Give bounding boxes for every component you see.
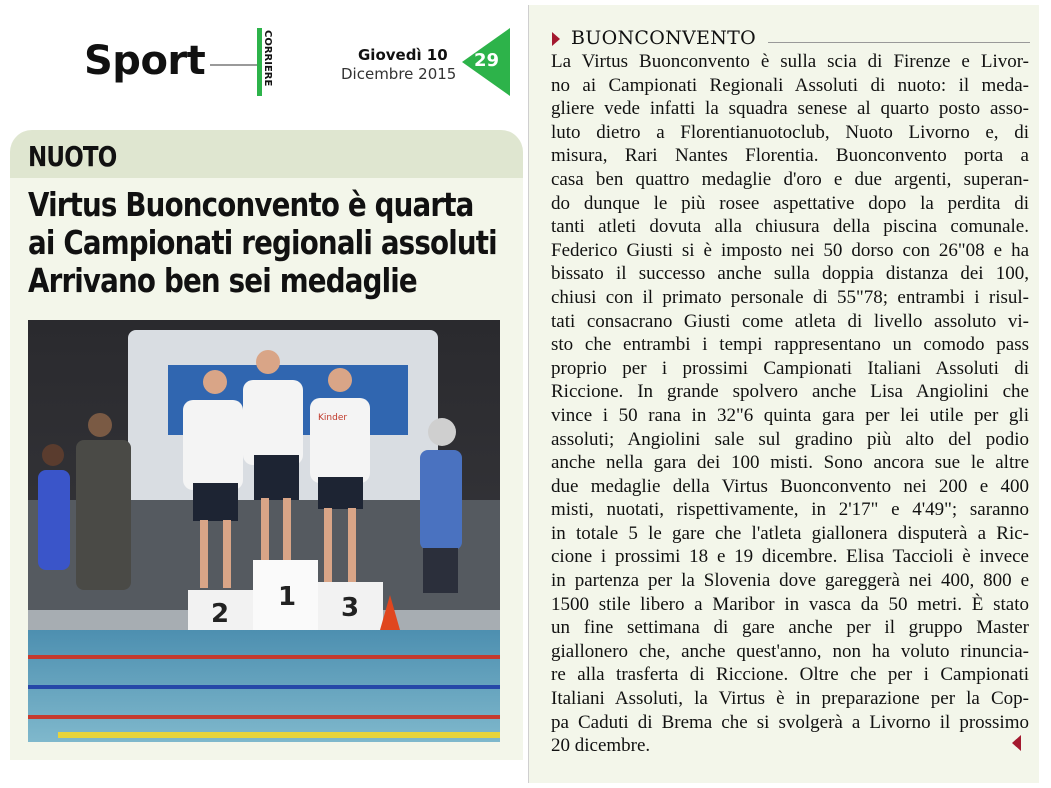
headline-line: ai Campionati regionali assoluti [28, 224, 497, 262]
body-line: do dunque le più rosee aspettative dopo la perdita di [551, 192, 1029, 214]
body-line: un fine settimana di gare anche per il gruppo Master [551, 617, 1029, 639]
body-line: pa Caduti di Brema che si svolgerà a Livorno il prossimo [551, 711, 1029, 733]
article-body [551, 50, 1029, 758]
body-line: due medaglie della Virtus Buonconvento nei 200 e 400 [551, 475, 1029, 497]
issue-day: Giovedì 10 [358, 46, 448, 64]
body-line: misura, Rari Nantes Florentia. Buonconvento porta a [551, 145, 1029, 167]
article-headline [28, 186, 497, 300]
body-line: 20 dicembre. [551, 735, 651, 757]
body-line: bissato il successo anche sulla doppia distanza dei 100, [551, 263, 1029, 285]
dateline-rule [768, 42, 1030, 43]
body-line: misti, nuotati, rispettivamente, in 2'17" e 4'49"; saranno [551, 499, 1029, 521]
body-line: 1500 stile libero a Maribor in vasca da 50 metri. È stato [551, 593, 1029, 615]
body-line: Italiani Assoluti, la Virtus è in preparazione per la Cop- [551, 688, 1029, 710]
body-line: anche nella gara dei 100 misti. Sono ancora sue le altre [551, 452, 1029, 474]
body-line: La Virtus Buonconvento è sulla scia di Firenze e Livor- [551, 51, 1029, 72]
newspaper-name: CORRIERE [262, 30, 273, 87]
body-line: cione i prossimi 18 e 19 dicembre. Elisa Taccioli è invece [551, 546, 1029, 568]
body-line: sto che entrambi i tempi rappresentano un comodo pass [551, 334, 1029, 356]
issue-month: Dicembre 2015 [341, 65, 457, 83]
headline-line: Virtus Buonconvento è quarta [28, 186, 474, 224]
body-line: assoluti; Angiolini sale sul gradino più alto del podio [551, 428, 1029, 450]
header-divider [210, 64, 258, 66]
page-number: 29 [474, 50, 500, 71]
article-category: NUOTO [28, 140, 117, 173]
podium-number: 1 [278, 582, 297, 612]
podium-number: 2 [211, 599, 230, 629]
end-marker-icon [1012, 735, 1021, 751]
body-line: luto dietro a Florentianuotoclub, Nuoto Livorno e, di [551, 121, 1029, 143]
podium-photo [28, 320, 500, 742]
newspaper-logo [262, 30, 273, 86]
shirt-logo: Kinder [318, 413, 348, 423]
body-line: tati consacrano Giusti come atleta di livello assoluto vi- [551, 310, 1029, 332]
body-line: chiusi con il primato personale di 55"78; entrambi i risul- [551, 286, 1029, 308]
body-line: proprio per i prossimi Campionati Italiani Assoluti di [551, 357, 1029, 379]
body-line: Federico Giusti si è imposto nei 50 dorso con 26"08 e ha [551, 239, 1029, 261]
body-line: tanti atleti dovuta alla chiusura della piscina comunale. [551, 216, 1029, 238]
section-name: Sport [84, 38, 206, 84]
headline-line: Arrivano ben sei medaglie [28, 262, 417, 300]
podium-number: 3 [341, 593, 360, 623]
article-dateline: BUONCONVENTO [571, 27, 756, 49]
play-marker-icon [552, 32, 560, 46]
body-line: vince i 50 rana in 32"6 quinta gara per lei utile per gli [551, 404, 1029, 426]
body-line: gliere vede infatti la squadra senese al quarto posto asso- [551, 98, 1029, 120]
body-line: in partenza per la Slovenia dove gareggerà nei 400, 800 e [551, 570, 1029, 592]
body-line: re alla trasferta di Riccione. Oltre che per i Campionati [551, 664, 1029, 686]
body-line: casa ben quattro medaglie d'oro e due argenti, superan- [551, 168, 1029, 190]
body-line: Riccione. In grande spolvero anche Lisa Angiolini che [551, 381, 1029, 403]
body-line: no ai Campionati Regionali Assoluti di nuoto: il meda- [551, 74, 1029, 96]
body-line: giallonero che, anche quest'anno, non ha voluto rinuncia- [551, 640, 1029, 662]
body-line: in totale 5 le gare che l'atleta giallonera disputerà a Ric- [551, 522, 1029, 544]
